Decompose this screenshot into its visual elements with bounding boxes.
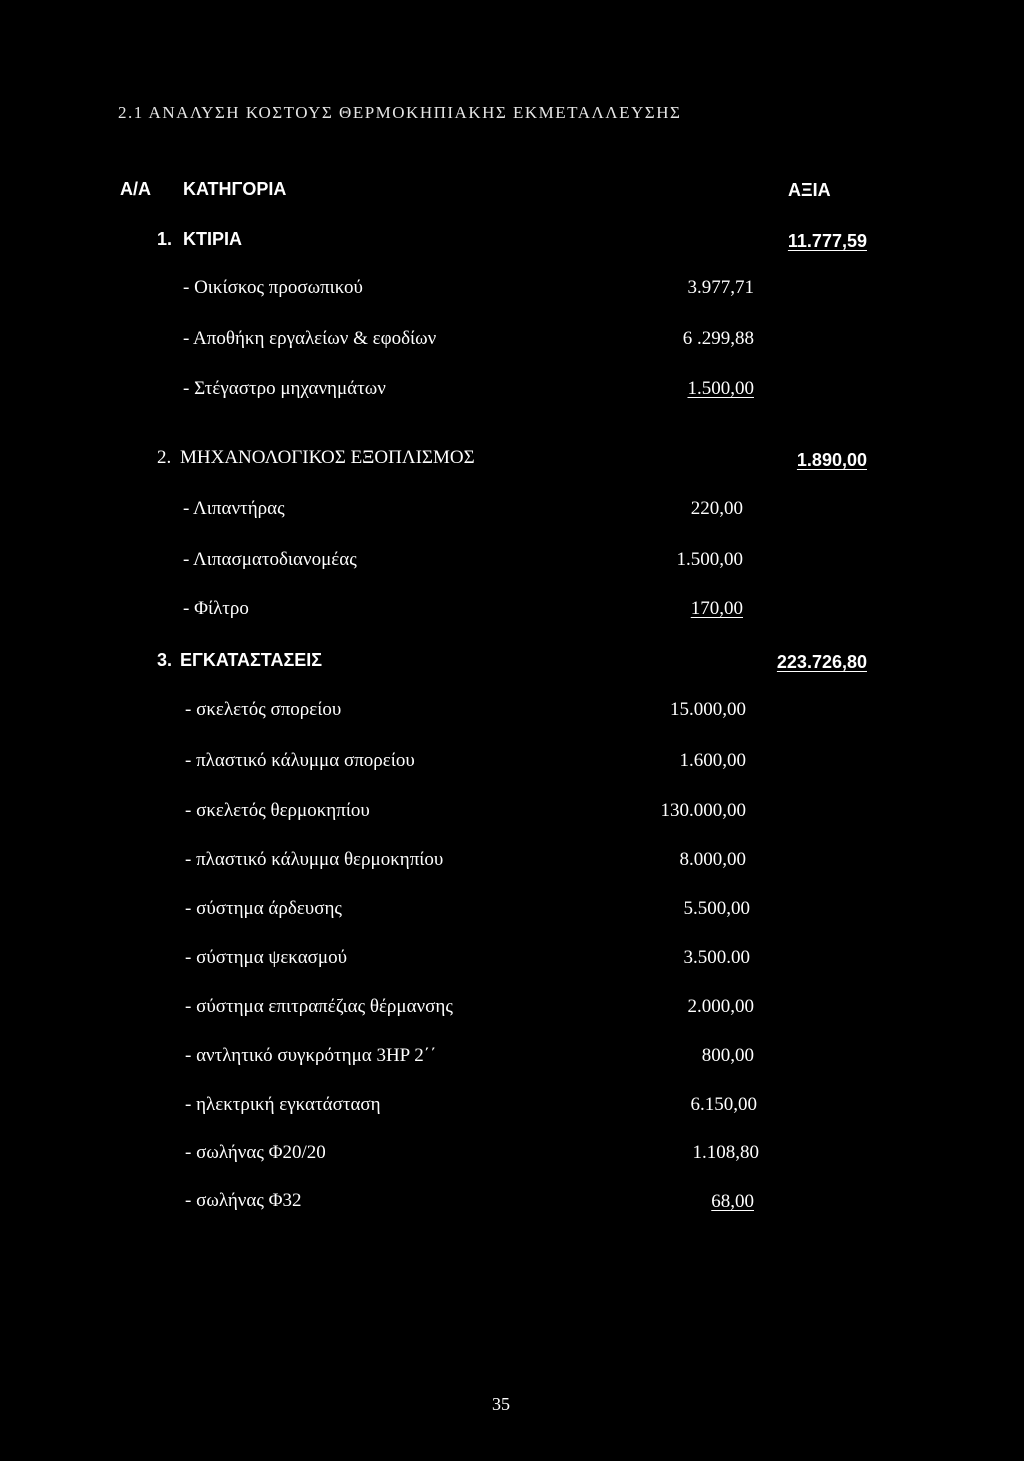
page-number: 35	[492, 1394, 510, 1414]
item-value: 8.000,00	[679, 849, 746, 870]
item-value: 1.600,00	[679, 750, 746, 771]
item-value: 2.000,00	[687, 996, 754, 1017]
section-total: 223.726,80	[776, 652, 867, 672]
item-label: - σωλήνας Φ32	[185, 1190, 302, 1211]
section-number: 1.	[157, 229, 173, 249]
item-label: - Στέγαστρο μηχανημάτων	[183, 378, 386, 399]
item-label: - Αποθήκη εργαλείων & εφοδίων	[183, 328, 437, 349]
item-label: - Λιπασματοδιανομέας	[183, 549, 357, 570]
item-label: - Οικίσκος προσωπικού	[183, 277, 363, 298]
item-value: 15.000,00	[670, 699, 746, 720]
item-label: - σκελετός σπορείου	[185, 699, 342, 720]
item-label: - πλαστικό κάλυμμα σπορείου	[185, 750, 415, 771]
item-value: 5.500,00	[683, 898, 750, 919]
item-label: - Λιπαντήρας	[183, 498, 285, 519]
section-total: 1.890,00	[796, 450, 867, 470]
item-label: - αντλητικό συγκρότημα 3HP 2΄΄	[185, 1045, 437, 1066]
item-value: 1.500,00	[676, 549, 743, 570]
column-header-index: Α/Α	[120, 179, 151, 199]
item-label: - πλαστικό κάλυμμα θερμοκηπίου	[185, 849, 444, 870]
item-label: - σύστημα ψεκασμού	[185, 947, 348, 968]
item-label: - Φίλτρο	[183, 598, 249, 619]
section-title: ΜΗΧΑΝΟΛΟΓΙΚΟΣ ΕΞΟΠΛΙΣΜΟΣ	[180, 447, 475, 468]
item-value: 3.500.00	[683, 947, 750, 968]
item-label: - ηλεκτρική εγκατάσταση	[185, 1094, 381, 1115]
item-value: 6.150,00	[690, 1094, 757, 1115]
item-value: 1.500,00	[687, 378, 754, 399]
item-label: - σύστημα επιτραπέζιας θέρμανσης	[185, 996, 453, 1017]
column-header-category: ΚΑΤΗΓΟΡΙΑ	[183, 179, 287, 199]
item-label: - σκελετός θερμοκηπίου	[185, 800, 370, 821]
item-value: 3.977,71	[687, 277, 754, 298]
item-label: - σωλήνας Φ20/20	[185, 1142, 326, 1163]
item-value: 220,00	[690, 498, 743, 519]
item-value: 170,00	[690, 598, 743, 619]
section-title: ΕΓΚΑΤΑΣΤΑΣΕΙΣ	[180, 650, 323, 670]
section-total: 11.777,59	[787, 231, 867, 251]
item-value: 130.000,00	[660, 800, 746, 821]
page-heading: 2.1 ΑΝΑΛΥΣΗ ΚΟΣΤΟΥΣ ΘΕΡΜΟΚΗΠΙΑΚΗΣ ΕΚΜΕΤΑΛΛΕΥΣΗΣ	[118, 103, 682, 122]
item-value: 6 .299,88	[682, 328, 754, 349]
section-number: 3.	[157, 650, 173, 670]
item-value: 800,00	[701, 1045, 754, 1066]
section-title: ΚΤΙΡΙΑ	[183, 229, 243, 249]
item-value: 68,00	[711, 1191, 754, 1212]
section-number: 2.	[157, 447, 172, 468]
column-header-value: ΑΞΙΑ	[788, 180, 831, 200]
item-label: - σύστημα άρδευσης	[185, 898, 342, 919]
item-value: 1.108,80	[692, 1142, 759, 1163]
